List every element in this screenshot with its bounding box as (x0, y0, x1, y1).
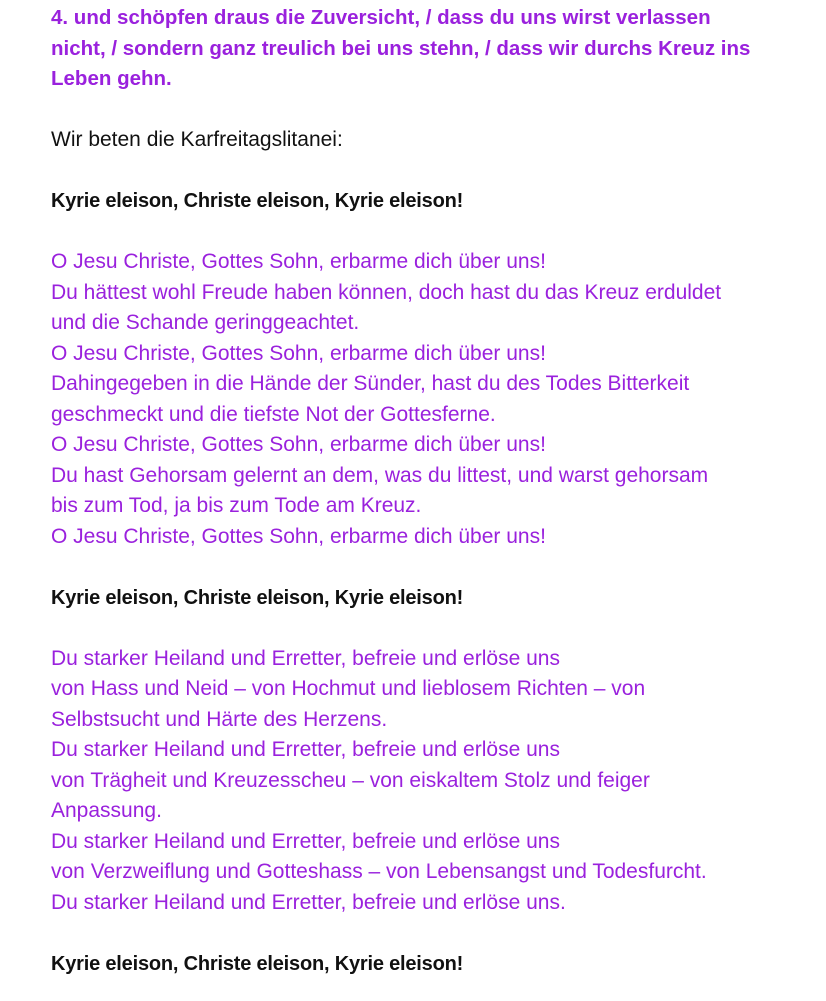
spacer (51, 918, 821, 949)
document-page (51, 3, 821, 979)
spacer (51, 156, 821, 187)
litany-line: Du starker Heiland und Erretter, befreie und erlöse uns (51, 738, 560, 761)
litany-line: von Verzweiflung und Gotteshass – von Lebensangst und Todesfurcht. (51, 860, 707, 883)
spacer (51, 95, 821, 126)
litany-line: Du starker Heiland und Erretter, befreie und erlöse uns (51, 829, 560, 853)
litany-line: bis zum Tod, ja bis zum Tode am Kreuz. (51, 494, 422, 517)
kyrie-refrain-1 (51, 186, 821, 217)
litany-line: Du hast Gehorsam gelernt an dem, was du littest, und warst gehorsam (51, 463, 709, 487)
litany-line: Du starker Heiland und Erretter, befreie und erlöse uns (51, 646, 560, 670)
kyrie-line: Kyrie eleison, Christe eleison, Kyrie eleison! (51, 952, 464, 975)
intro-line: Wir beten die Karfreitagslitanei: (51, 128, 343, 151)
kyrie-line: Kyrie eleison, Christe eleison, Kyrie eleison! (51, 586, 464, 609)
litany-line: Selbstsucht und Härte des Herzens. (51, 707, 388, 731)
spacer (51, 552, 821, 583)
kyrie-refrain-3 (51, 949, 821, 980)
spacer (51, 217, 821, 248)
hymn-verse-4 (51, 3, 821, 95)
spacer (51, 613, 821, 644)
verse-line: nicht, / sondern ganz treulich bei uns stehn, / dass wir durchs Kreuz ins (51, 36, 751, 60)
litany-line: von Hass und Neid – von Hochmut und lieblosem Richten – von (51, 677, 646, 700)
kyrie-line: Kyrie eleison, Christe eleison, Kyrie eleison! (51, 190, 464, 212)
kyrie-refrain-2 (51, 583, 821, 614)
litany-line: und die Schande geringgeachtet. (51, 311, 360, 334)
litany-section-2 (51, 644, 821, 919)
litany-line: Du hättest wohl Freude haben können, doch hast du das Kreuz erduldet (51, 280, 722, 304)
litany-line: von Trägheit und Kreuzesscheu – von eiskaltem Stolz und feiger (51, 768, 650, 792)
litany-line: Dahingegeben in die Hände der Sünder, hast du des Todes Bitterkeit (51, 372, 690, 395)
verse-line: 4. und schöpfen draus die Zuversicht, / dass du uns wirst verlassen (51, 6, 711, 29)
verse-line: Leben gehn. (51, 67, 172, 90)
litany-line: O Jesu Christe, Gottes Sohn, erbarme dich über uns! (51, 250, 546, 273)
litany-line: O Jesu Christe, Gottes Sohn, erbarme dich über uns! (51, 433, 546, 456)
litany-section-1 (51, 247, 821, 552)
litany-line: Anpassung. (51, 799, 162, 822)
litany-intro (51, 125, 821, 156)
litany-line: Du starker Heiland und Erretter, befreie und erlöse uns. (51, 890, 566, 914)
litany-line: O Jesu Christe, Gottes Sohn, erbarme dich über uns! (51, 341, 546, 365)
litany-line: geschmeckt und die tiefste Not der Gottesferne. (51, 402, 496, 426)
litany-line: O Jesu Christe, Gottes Sohn, erbarme dich über uns! (51, 524, 546, 548)
